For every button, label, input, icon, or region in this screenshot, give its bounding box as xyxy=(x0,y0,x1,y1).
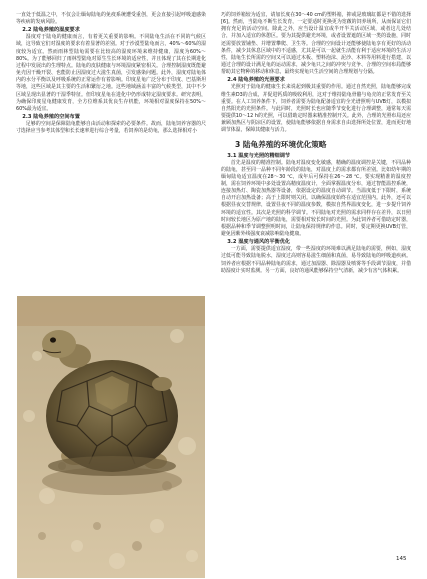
tortoise-illustration xyxy=(17,296,205,578)
paragraph: 一方面，需要提供适宜湿度，带一些湿度的环境难以满足陆龟的需要，例如，湿度过低可能导致陆龟脱水，湿度过高则容易滋生细菌和真菌，易导致陆龟的呼吸道疾病。饲养者应根据不同品种陆龟的需求，通过加湿器、除湿器及喷雾等手段调节湿度，并借助湿度计实时监测。另一方面，良好的通风能够保持空气清新，减少有害气体积累。 xyxy=(221,246,411,274)
chapter-heading: 3 陆龟养殖的环境优化策略 xyxy=(235,139,327,149)
section-heading-humidity: 2.2 陆龟养殖的湿度要求 xyxy=(22,27,80,34)
paragraph: 首先是温度的精准控制。陆龟对温度变化敏感，精确的温度调控是关键，不同品种的陆龟，甚至同一品种不同年龄段的陆龟，对温度上的需求都有所差别。比如幼年期的缅甸陆龟适宜温度在28～30 ℃，成年后可保持在26～28 ℃。要实现精准的温度控制，需在饲养环境中多处设置高精度温度计，全面掌握温度分布，通过智能温控系统，连接加热灯、陶瓷加热器等设备，依据设定的温度自动调节。当温度低于下限时，系统自动开启加热设备；高于上限时则关闭。以确保温度始终在适宜范围内。此外，还可以根据昼夜交替规律，设置昼夜不同的温度参数，模拟自然界温度变化，进一步提升饲养环境的适宜性。其次是光照的科学调节。不同陆龟对光照的需求同样存在差异，以日照时间较长地区为原产地的陆龟，需要相对较长时间的光照。为此饲养者可借助定时器，根据品种和季节调整照明时间，让陆龟保持规律的作息。同时，要定期更换UVB灯管，避免因紫外线强度衰减影响陆龟健康。 xyxy=(221,159,411,238)
paragraph: 巧的饲养箱较为适宜，请加长度在30～40 cm的塑料箱，抑或是玻璃缸都是不错的选择[6]。然而，当陆龟不断生长发育，一定要适时更换更为宽敞的饲养场所，从而保证它们拥有充足的活动空间。除此之外，应当设计温宜或半开半关活动区域，或者这几处结合，并加入适宜的休憩区。要为其提供避光环境，或者设置遮荫区域一类的设施，同时还需要放置铺垫、并增置攀爬、卫生等。合理的空间设计还能够使陆龟享有更好的活动条件，减少其休息区域中的不适感，尤其是可以一起就生活能有利于适应环境的生活习性，陆龟生长所需的空间又可以通过木板、塑料泡沫、泥沙、木料等用料进行搭建，以通过合理的设计满足龟的运动需求，减少龟只之间的冲突与竞争、合理的空间布局能够帮助其它物种的移动和休息，最终实现龟只生活空间的合理规划与分隔。 xyxy=(221,12,411,76)
paragraph: 一直处于低温之中，不仅会让缅甸陆龟的免疫系统遭受重创，更会直接引起呼吸道感染等疾病的发病风险。 xyxy=(16,12,206,26)
left-column xyxy=(16,12,206,135)
paragraph: 湿度对于陆龟的健康而言，有着更关重要的影响。不同陆龟生活在不同的气候区域，这导致它们对湿度的要求有着显著的差别。对于沙漠型陆龟而言，40%～60%的湿度较为适宜。然而雨林型陆龟需要在比较高的湿度环境来维持健康，湿度为60%～80%。为了能够回归了雨林型陆龟对原生生长环境的适应性，并且体现了其在长期进化过程中发展出的生理特点。陆龟的皮肤健康与环境湿度紧密相关。合理控制湿度既能避免壳因干燥开裂、也能防止因湿度过大滋生真菌，引发感染问题。此外，湿度对陆龟体内的水分平衡以及呼吸系统的正常运作有着影响。印度星龟广泛分布于印度、巴基斯坦等地，这些区域是其主要的生活和繁衍之地。这些地域涵盖丰富的气候类型，其中不少区域呈现出显著的干湿季特征。但印度星龟在进化中仍形成特定湿度要求。研究表明，为确保印度星龟健康发育，全方位维系其优良生存机能，环境相对湿度保持在50%～60%最为适宜。 xyxy=(16,34,206,112)
paragraph: 足够的空间是保障陆龟能够自由活动和探索的必要条件。故而，陆龟饲养容器的尺寸选择应当参考其体型和长长速率进行综合考量，若饲养的是幼龟，那么选择相对小 xyxy=(16,121,206,135)
page-number: 145 xyxy=(396,556,407,562)
right-column xyxy=(221,12,411,275)
paragraph: 光照对于陆龟的健康生长来说起到极其重要的作用。通过自然光照，陆龟能够完成维生素D3的合成，并促进钙质的吸收利用，这对于维持陆龟骨骼与龟壳的正常发育至关重要。在人工饲养条件下，饲养者需要为陆龟配备适宜的全光谱照明与UVB灯，以模拟自然阳光的光照条件。与此同时，光照时长也应随季节变化进行合理调整，通常每天需要提供10～12 h的光照，可以借助定时器来精准控制开关。此外，合理的光照布局还应兼顾加热区与阴凉区的设置，使陆龟能够依据自身需求自由选择所处位置，进而更好地调节体温，保障其健康与活力。 xyxy=(221,84,411,134)
section-heading-space: 2.3 陆龟养殖的空间布置 xyxy=(22,114,80,121)
section-heading-ventilation: 3.2 湿度与通风的平衡优化 xyxy=(227,239,291,246)
section-heading-temperature: 3.1 温度与光照的精细调节 xyxy=(227,152,291,159)
tortoise-photo xyxy=(17,296,205,578)
section-heading-light: 2.4 陆龟养殖的光照要求 xyxy=(227,77,285,84)
